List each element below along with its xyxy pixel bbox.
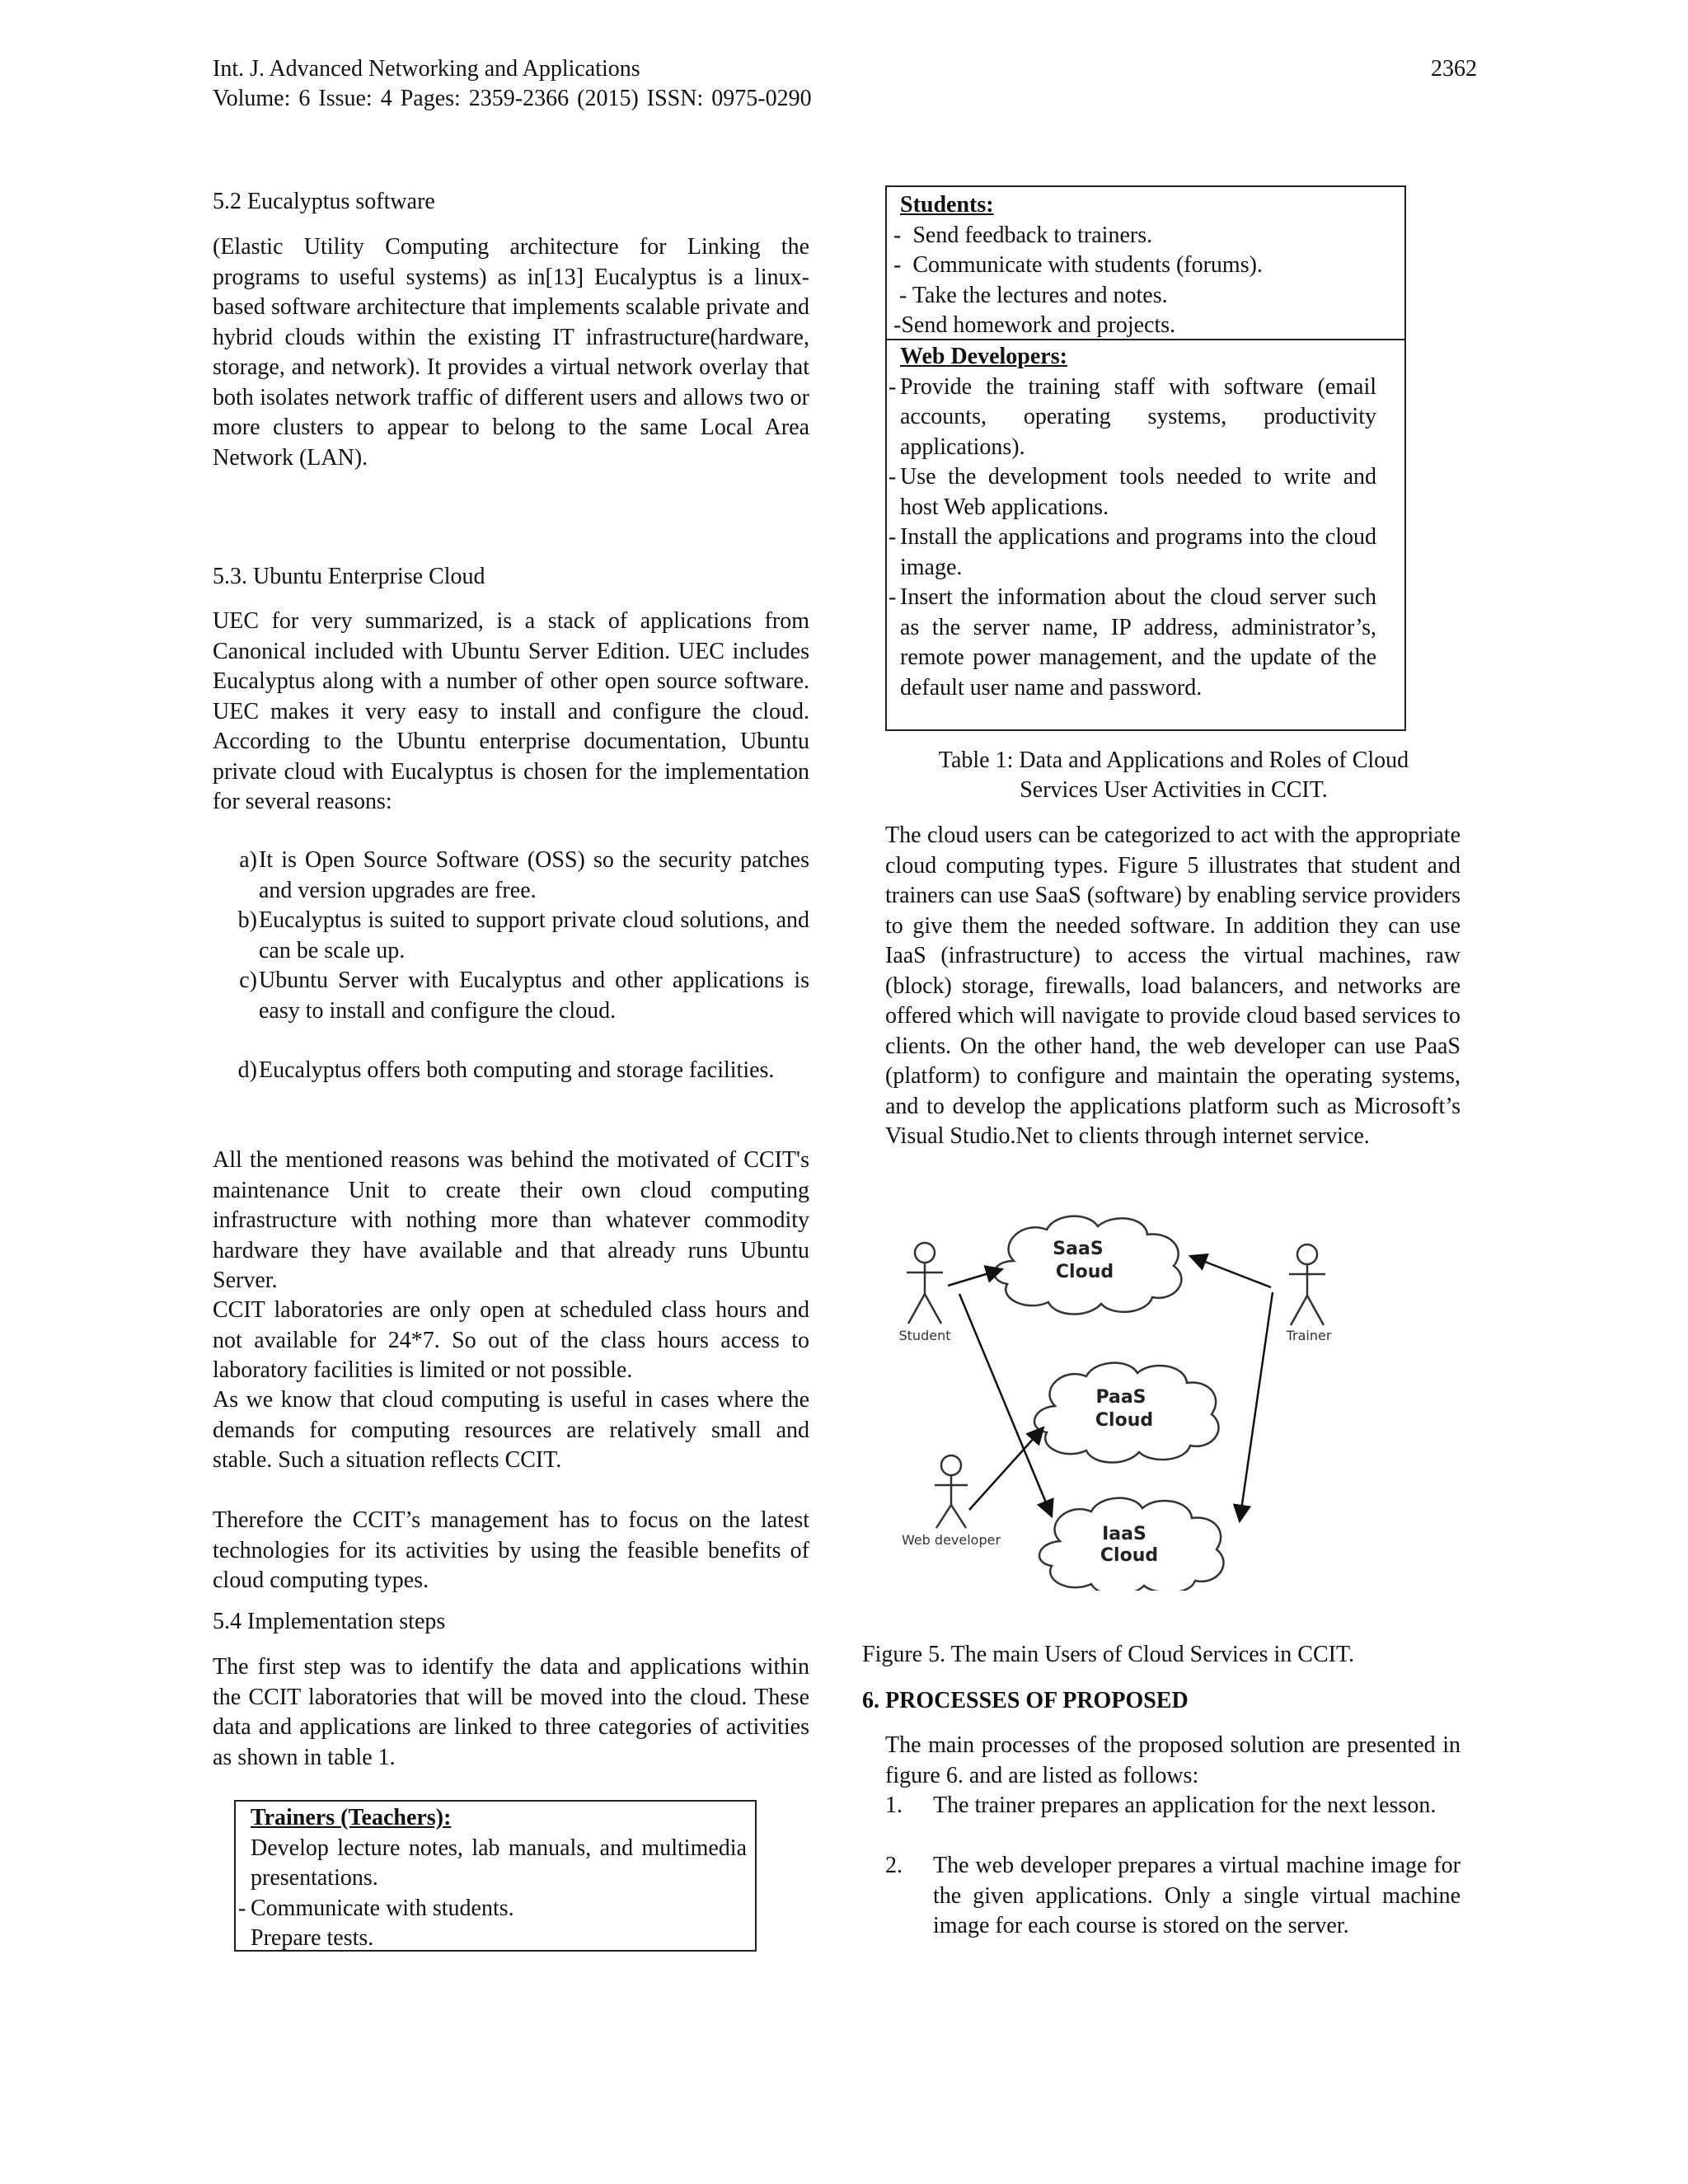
trainers-item-3: Prepare tests. [251, 1925, 374, 1951]
saas-label-1: SaaS [1053, 1239, 1104, 1259]
students-title: Students: [900, 192, 994, 218]
webdev-item-3 [887, 523, 1404, 583]
reason-a [239, 846, 809, 906]
webdev-item-1-text: Provide the training staff with software (email accounts, operating systems, productivity applications). [900, 373, 1376, 460]
students-item: - Send feedback to trainers. [893, 222, 1153, 248]
paragraph-management: Therefore the CCIT’s management has to focus on the latest technologies for its activities by using the feasible benefits of cloud computing types. [213, 1507, 809, 1593]
arrow-trainer-saas [1190, 1256, 1271, 1287]
webdev-item-4-text: Insert the information about the cloud server such as the server name, IP address, administrator’s, remote power management, and the update of the default user name and password. [900, 584, 1376, 701]
table-caption-line-2: Services User Activities in CCIT. [1020, 777, 1328, 803]
trainer-actor-icon [1289, 1244, 1325, 1325]
section-5-3-paragraph: UEC for very summarized, is a stack of applications from Canonical included with Ubuntu Server Edition. UEC includes Eucalyptus along with a number of other open source software. UEC makes it very easy to install and configure the cloud. According to the Ubuntu enterprise documentation, Ubuntu private cloud with Eucalyptus is chosen for the implementation for several reasons: [213, 608, 809, 814]
process-step-1-label: 1. [885, 1793, 903, 1818]
process-step-2 [885, 1851, 1461, 1942]
webdev-item-3-text: Install the applications and programs into the cloud image. [900, 524, 1376, 580]
webdev-dash: - [889, 524, 897, 550]
page-number: 2362 [1431, 56, 1477, 82]
section-5-2-paragraph: (Elastic Utility Computing architecture for Linking the programs to useful systems) as in[13] Eucalyptus is a linux-based software architecture that implements scalable private and hybrid clouds within the existing IT infrastructure(hardware, storage, and network). It provides a virtual network overlay that both isolates network traffic of different users and allows two or more clusters to appear to belong to the same Local Area Network (LAN). [213, 234, 809, 471]
reason-d-text: Eucalyptus offers both computing and storage facilities. [259, 1057, 775, 1083]
journal-name: Int. J. Advanced Networking and Applications [213, 56, 640, 82]
webdev-dash: - [889, 373, 897, 400]
section-5-3-title: 5.3. Ubuntu Enterprise Cloud [213, 564, 485, 589]
webdev-dash: - [889, 464, 897, 490]
arrow-student-saas [948, 1269, 1002, 1286]
trainers-item-2-dash: - [238, 1895, 246, 1921]
process-step-2-text: The web developer prepares a virtual machine image for the given applications. Only a single virtual machine image for each course is stored on the server. [933, 1853, 1461, 1938]
trainers-title: Trainers (Teachers): [251, 1805, 452, 1830]
student-actor-icon [907, 1243, 943, 1324]
reason-a-text: It is Open Source Software (OSS) so the security patches and version upgrades are free. [259, 847, 809, 903]
webdev-dash: - [889, 584, 897, 610]
students-cell [887, 187, 1404, 340]
paas-label-2: Cloud [1095, 1410, 1154, 1431]
process-step-1 [885, 1791, 1461, 1821]
paragraph-labs: CCIT laboratories are only open at scheduled class hours and not available for 24*7. So out of the class hours access to laboratory facilities is limited or not possible. [213, 1297, 809, 1383]
section-5-2-title: 5.2 Eucalyptus software [213, 189, 435, 214]
trainers-table [234, 1800, 757, 1952]
reason-d [237, 1056, 809, 1086]
reason-b-label: b) [237, 907, 257, 933]
figure-5-diagram [890, 1212, 1352, 1591]
table-caption [885, 746, 1462, 805]
table-caption-line-1: Table 1: Data and Applications and Roles of Cloud [938, 748, 1409, 773]
webdev-label: Web developer [901, 1532, 1001, 1548]
trainer-label: Trainer [1286, 1328, 1332, 1343]
webdev-item-1 [887, 373, 1404, 463]
webdev-item-2-text: Use the development tools needed to write and host Web applications. [900, 464, 1376, 520]
reason-c [239, 966, 809, 1026]
arrow-trainer-iaas [1240, 1292, 1273, 1521]
webdev-cell [887, 340, 1404, 701]
paragraph-reasons: All the mentioned reasons was behind the motivated of CCIT's maintenance Unit to create their own cloud computing infrastructure with nothing more than whatever commodity hardware they have available and that already runs Ubuntu Server. [213, 1147, 809, 1293]
figure-5-caption: Figure 5. The main Users of Cloud Services in CCIT. [862, 1642, 1354, 1667]
trainers-item-2-text: Communicate with students. [251, 1895, 514, 1921]
trainers-item-2 [236, 1894, 755, 1924]
reason-b-text: Eucalyptus is suited to support private cloud solutions, and can be scale up. [259, 907, 809, 963]
section-6-title: 6. PROCESSES OF PROPOSED [862, 1688, 1189, 1713]
webdev-title: Web Developers: [900, 344, 1067, 369]
section-5-4-paragraph: The first step was to identify the data and applications within the CCIT laboratories that will be moved into the cloud. These data and applications are linked to three categories of activities as shown in table 1. [213, 1654, 809, 1770]
reason-d-label: d) [237, 1057, 257, 1083]
iaas-label-1: IaaS [1102, 1524, 1146, 1544]
paragraph-cloud-users: The cloud users can be categorized to act with the appropriate cloud computing types. Figure 5 illustrates that student and trainers can use SaaS (software) by enabling service providers to give them the needed software. In addition they can use IaaS (infrastructure) to access the virtual machines, raw (block) storage, firewalls, load balancers, and networks are offered which will navigate to provide cloud based services to clients. On the other hand, the web developer can use PaaS (platform) to configure and maintain the operating systems, and to develop the applications platform such as Microsoft’s Visual Studio.Net to clients through internet service. [885, 823, 1461, 1149]
webdev-item-2 [887, 462, 1404, 523]
paas-label-1: PaaS [1095, 1387, 1146, 1408]
paragraph-useful: As we know that cloud computing is useful in cases where the demands for computing resources are relatively small and stable. Such a situation reflects CCIT. [213, 1387, 809, 1473]
reason-c-label: c) [239, 968, 257, 993]
students-item: - Communicate with students (forums). [893, 252, 1263, 278]
saas-label-2: Cloud [1055, 1262, 1114, 1282]
section-5-4-title: 5.4 Implementation steps [213, 1609, 446, 1634]
webdev-actor-icon [935, 1455, 968, 1528]
trainers-item-1: Develop lecture notes, lab manuals, and multimedia presentations. [251, 1835, 747, 1891]
roles-table [885, 185, 1406, 731]
student-label: Student [898, 1328, 951, 1343]
students-item: -Send homework and projects. [893, 312, 1176, 338]
volume-info: Volume: 6 Issue: 4 Pages: 2359-2366 (2015) ISSN: 0975-0290 [213, 86, 812, 111]
section-6-paragraph: The main processes of the proposed solution are presented in figure 6. and are listed as follows: [885, 1732, 1461, 1788]
students-item: - Take the lectures and notes. [893, 282, 1168, 308]
iaas-label-2: Cloud [1100, 1545, 1159, 1566]
process-step-2-label: 2. [885, 1853, 903, 1878]
process-step-1-text: The trainer prepares an application for the next lesson. [933, 1793, 1437, 1818]
arrow-student-iaas [959, 1294, 1052, 1516]
reason-c-text: Ubuntu Server with Eucalyptus and other applications is easy to install and configure the cloud. [259, 968, 809, 1024]
reason-b [237, 906, 809, 966]
webdev-item-4 [887, 583, 1404, 703]
reason-a-label: a) [239, 847, 257, 873]
